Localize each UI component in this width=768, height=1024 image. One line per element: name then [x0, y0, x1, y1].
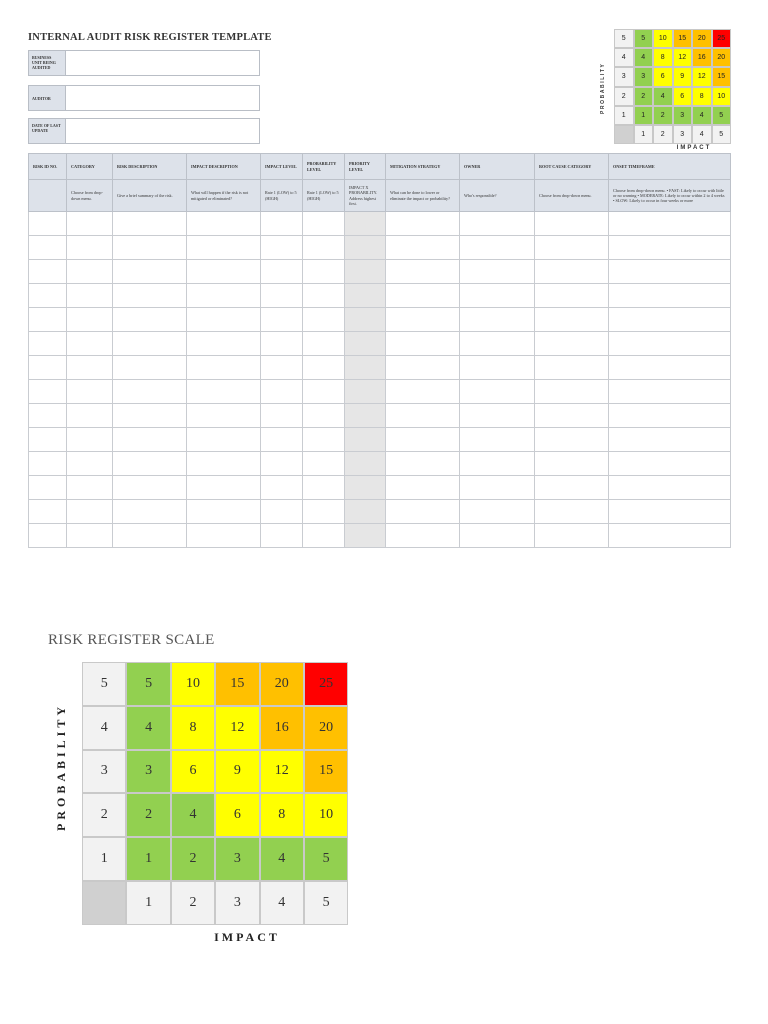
info-row-business-unit [28, 50, 260, 76]
score-cell: 8 [260, 793, 304, 837]
table-cell[interactable] [460, 236, 535, 260]
table-cell[interactable] [67, 428, 113, 452]
table-cell[interactable] [67, 500, 113, 524]
table-body [29, 180, 731, 548]
table-cell[interactable] [67, 308, 113, 332]
table-cell[interactable] [29, 428, 67, 452]
column-header: ROOT CAUSE CATEGORY [535, 154, 609, 180]
mini-score-cell: 12 [692, 67, 712, 86]
score-cell: 3 [126, 750, 170, 794]
table-cell[interactable] [29, 236, 67, 260]
score-cell: 1 [126, 837, 170, 881]
table-cell[interactable] [261, 212, 303, 236]
table-cell[interactable] [67, 356, 113, 380]
table-cell[interactable] [460, 428, 535, 452]
table-cell[interactable] [261, 284, 303, 308]
guidance-cell [29, 180, 67, 212]
table-cell[interactable] [460, 380, 535, 404]
score-cell: 12 [215, 706, 259, 750]
table-cell[interactable] [113, 428, 187, 452]
table-cell[interactable] [535, 284, 609, 308]
scale-title: RISK REGISTER SCALE [48, 632, 215, 648]
mini-risk-matrix [600, 29, 731, 151]
table-cell[interactable] [386, 476, 460, 500]
table-cell[interactable] [609, 308, 731, 332]
guidance-cell: Who's responsible? [460, 180, 535, 212]
table-cell[interactable] [67, 236, 113, 260]
mini-score-cell: 20 [712, 48, 732, 67]
table-cell[interactable] [535, 452, 609, 476]
impact-value: 1 [126, 881, 170, 925]
table-cell[interactable] [303, 524, 345, 548]
table-cell[interactable] [261, 404, 303, 428]
table-cell[interactable] [460, 332, 535, 356]
table-cell[interactable] [460, 500, 535, 524]
mini-score-cell: 3 [634, 67, 654, 86]
table-cell[interactable] [609, 356, 731, 380]
page-title: INTERNAL AUDIT RISK REGISTER TEMPLATE [28, 32, 272, 43]
mini-score-cell: 3 [673, 106, 693, 125]
table-cell[interactable] [187, 500, 261, 524]
score-cell: 8 [171, 706, 215, 750]
table-cell[interactable] [386, 332, 460, 356]
mini-score-cell: 2 [634, 87, 654, 106]
table-cell[interactable] [67, 284, 113, 308]
mini-score-cell: 4 [692, 106, 712, 125]
table-row [29, 356, 731, 380]
table-cell[interactable] [609, 500, 731, 524]
impact-value: 3 [215, 881, 259, 925]
impact-value: 4 [260, 881, 304, 925]
table-cell[interactable] [29, 404, 67, 428]
probability-value: 1 [82, 837, 126, 881]
table-cell[interactable] [303, 284, 345, 308]
info-row-last-update [28, 118, 260, 144]
table-cell[interactable] [609, 236, 731, 260]
table-cell[interactable] [187, 260, 261, 284]
mini-score-cell: 8 [692, 87, 712, 106]
probability-value: 4 [82, 706, 126, 750]
mini-score-cell: 6 [653, 67, 673, 86]
score-cell: 10 [171, 662, 215, 706]
mini-score-cell: 10 [712, 87, 732, 106]
table-cell[interactable] [187, 212, 261, 236]
table-cell[interactable] [345, 308, 386, 332]
table-cell[interactable] [345, 284, 386, 308]
table-cell[interactable] [261, 236, 303, 260]
table-row [29, 284, 731, 308]
table-cell[interactable] [113, 236, 187, 260]
mini-probability-value: 2 [614, 87, 634, 106]
scale-matrix-grid [82, 662, 348, 925]
mini-impact-value: 5 [712, 125, 732, 144]
table-cell[interactable] [67, 212, 113, 236]
table-cell[interactable] [386, 236, 460, 260]
table-cell[interactable] [345, 428, 386, 452]
table-cell[interactable] [29, 476, 67, 500]
table-row [29, 308, 731, 332]
table-cell[interactable] [261, 452, 303, 476]
table-cell[interactable] [345, 524, 386, 548]
table-cell[interactable] [303, 476, 345, 500]
mini-score-cell: 9 [673, 67, 693, 86]
table-cell[interactable] [303, 404, 345, 428]
table-cell[interactable] [187, 524, 261, 548]
table-row [29, 404, 731, 428]
table-cell[interactable] [609, 404, 731, 428]
table-cell[interactable] [29, 524, 67, 548]
table-cell[interactable] [113, 476, 187, 500]
table-cell[interactable] [535, 404, 609, 428]
table-row [29, 500, 731, 524]
table-cell[interactable] [261, 308, 303, 332]
table-cell[interactable] [187, 356, 261, 380]
mini-score-cell: 1 [634, 106, 654, 125]
score-cell: 20 [260, 662, 304, 706]
table-cell[interactable] [345, 236, 386, 260]
table-cell[interactable] [261, 500, 303, 524]
table-cell[interactable] [113, 380, 187, 404]
mini-probability-value: 1 [614, 106, 634, 125]
guidance-cell: Rate 1 (LOW) to 5 (HIGH) [261, 180, 303, 212]
mini-score-cell: 4 [653, 87, 673, 106]
table-cell[interactable] [535, 308, 609, 332]
table-cell[interactable] [386, 356, 460, 380]
score-cell: 15 [215, 662, 259, 706]
info-label-business-unit: BUSINESS UNIT BEING AUDITED [28, 50, 66, 76]
table-cell[interactable] [460, 524, 535, 548]
table-cell[interactable] [609, 212, 731, 236]
table-cell[interactable] [386, 428, 460, 452]
mini-probability-value: 3 [614, 67, 634, 86]
table-cell[interactable] [187, 404, 261, 428]
table-row [29, 260, 731, 284]
table-cell[interactable] [303, 500, 345, 524]
table-row [29, 428, 731, 452]
mini-impact-value: 3 [673, 125, 693, 144]
table-row [29, 476, 731, 500]
info-label-last-update: DATE OF LAST UPDATE [28, 118, 66, 144]
table-row [29, 236, 731, 260]
mini-score-cell: 15 [712, 67, 732, 86]
guidance-row [29, 180, 731, 212]
table-header-row [29, 154, 731, 180]
column-header: ONSET TIMEFRAME [609, 154, 731, 180]
table-cell[interactable] [535, 500, 609, 524]
column-header: PRIORITY LEVEL [345, 154, 386, 180]
table-cell[interactable] [386, 308, 460, 332]
table-cell[interactable] [187, 476, 261, 500]
score-cell: 6 [215, 793, 259, 837]
table-cell[interactable] [535, 332, 609, 356]
mini-score-cell: 2 [653, 106, 673, 125]
table-cell[interactable] [187, 452, 261, 476]
table-cell[interactable] [29, 284, 67, 308]
table-cell[interactable] [386, 404, 460, 428]
score-cell: 4 [171, 793, 215, 837]
table-cell[interactable] [345, 212, 386, 236]
table-cell[interactable] [345, 476, 386, 500]
table-cell[interactable] [187, 236, 261, 260]
last-update-field[interactable] [66, 118, 260, 144]
score-cell: 10 [304, 793, 348, 837]
score-cell: 12 [260, 750, 304, 794]
guidance-cell: What will happen if the risk is not mitigated or eliminated? [187, 180, 261, 212]
table-cell[interactable] [303, 236, 345, 260]
guidance-cell: Rate 1 (LOW) to 5 (HIGH) [303, 180, 345, 212]
table-row [29, 524, 731, 548]
guidance-cell: What can be done to lower or eliminate the impact or probability? [386, 180, 460, 212]
mini-corner-cell [614, 125, 634, 144]
table-cell[interactable] [535, 212, 609, 236]
table-cell[interactable] [113, 500, 187, 524]
table-cell[interactable] [303, 260, 345, 284]
mini-score-cell: 12 [673, 48, 693, 67]
table-cell[interactable] [345, 452, 386, 476]
table-cell[interactable] [535, 428, 609, 452]
table-cell[interactable] [386, 380, 460, 404]
guidance-cell: Choose from drop-down menu. [67, 180, 113, 212]
table-cell[interactable] [386, 452, 460, 476]
mini-score-cell: 4 [634, 48, 654, 67]
table-cell[interactable] [29, 356, 67, 380]
mini-probability-value: 5 [614, 29, 634, 48]
table-cell[interactable] [386, 524, 460, 548]
column-header: OWNER [460, 154, 535, 180]
table-cell[interactable] [345, 356, 386, 380]
score-cell: 20 [304, 706, 348, 750]
table-cell[interactable] [609, 380, 731, 404]
probability-value: 2 [82, 793, 126, 837]
probability-value: 5 [82, 662, 126, 706]
table-cell[interactable] [535, 356, 609, 380]
table-cell[interactable] [535, 476, 609, 500]
score-cell: 2 [171, 837, 215, 881]
mini-score-cell: 5 [634, 29, 654, 48]
table-cell[interactable] [345, 332, 386, 356]
table-cell[interactable] [303, 212, 345, 236]
table-cell[interactable] [67, 380, 113, 404]
table-cell[interactable] [261, 380, 303, 404]
table-cell[interactable] [113, 212, 187, 236]
table-cell[interactable] [303, 428, 345, 452]
score-cell: 25 [304, 662, 348, 706]
table-cell[interactable] [609, 284, 731, 308]
table-cell[interactable] [609, 452, 731, 476]
table-cell[interactable] [460, 284, 535, 308]
mini-score-cell: 15 [673, 29, 693, 48]
table-cell[interactable] [386, 260, 460, 284]
impact-value: 2 [171, 881, 215, 925]
column-header: IMPACT DESCRIPTION [187, 154, 261, 180]
info-row-auditor [28, 85, 260, 111]
table-cell[interactable] [67, 260, 113, 284]
table-cell[interactable] [261, 524, 303, 548]
guidance-cell: Choose from drop-down menu. • FAST: Likely to occur with little or no warning • MODERATE: Likely to occur within 2 to 4 weeks • SLOW: Likely to occur in four weeks or more [609, 180, 731, 212]
mini-impact-value: 2 [653, 125, 673, 144]
table-cell[interactable] [67, 476, 113, 500]
table-cell[interactable] [29, 332, 67, 356]
score-cell: 9 [215, 750, 259, 794]
impact-axis-label: IMPACT [214, 930, 280, 944]
table-cell[interactable] [187, 332, 261, 356]
table-cell[interactable] [113, 260, 187, 284]
impact-value: 5 [304, 881, 348, 925]
probability-value: 3 [82, 750, 126, 794]
table-cell[interactable] [303, 356, 345, 380]
table-cell[interactable] [113, 308, 187, 332]
table-cell[interactable] [29, 452, 67, 476]
guidance-cell: Give a brief summary of the risk. [113, 180, 187, 212]
table-cell[interactable] [113, 404, 187, 428]
table-cell[interactable] [303, 452, 345, 476]
table-cell[interactable] [609, 332, 731, 356]
score-cell: 5 [304, 837, 348, 881]
table-cell[interactable] [386, 212, 460, 236]
info-label-auditor: AUDITOR [28, 85, 66, 111]
probability-axis-label: PROBABILITY [54, 702, 68, 832]
table-cell[interactable] [29, 308, 67, 332]
mini-score-cell: 6 [673, 87, 693, 106]
table-cell[interactable] [345, 380, 386, 404]
column-header: IMPACT LEVEL [261, 154, 303, 180]
table-cell[interactable] [187, 428, 261, 452]
table-cell[interactable] [386, 284, 460, 308]
mini-matrix-grid [614, 29, 731, 144]
score-cell: 5 [126, 662, 170, 706]
table-cell[interactable] [535, 260, 609, 284]
mini-score-cell: 10 [653, 29, 673, 48]
score-cell: 3 [215, 837, 259, 881]
table-cell[interactable] [113, 524, 187, 548]
column-header: RISK ID NO. [29, 154, 67, 180]
mini-score-cell: 8 [653, 48, 673, 67]
guidance-cell: Choose from drop-down menu. [535, 180, 609, 212]
table-cell[interactable] [29, 212, 67, 236]
table-cell[interactable] [113, 452, 187, 476]
column-header: RISK DESCRIPTION [113, 154, 187, 180]
table-cell[interactable] [460, 356, 535, 380]
table-cell[interactable] [460, 476, 535, 500]
table-cell[interactable] [67, 452, 113, 476]
column-header: MITIGATION STRATEGY [386, 154, 460, 180]
table-cell[interactable] [535, 524, 609, 548]
table-cell[interactable] [535, 236, 609, 260]
score-cell: 4 [126, 706, 170, 750]
table-cell[interactable] [67, 332, 113, 356]
table-cell[interactable] [113, 284, 187, 308]
table-cell[interactable] [460, 212, 535, 236]
mini-probability-label: PROBABILITY [600, 62, 606, 114]
score-cell: 16 [260, 706, 304, 750]
table-cell[interactable] [67, 404, 113, 428]
table-cell[interactable] [345, 260, 386, 284]
table-cell[interactable] [261, 356, 303, 380]
table-cell[interactable] [460, 308, 535, 332]
table-cell[interactable] [303, 332, 345, 356]
column-header: CATEGORY [67, 154, 113, 180]
table-cell[interactable] [113, 356, 187, 380]
business-unit-field[interactable] [66, 50, 260, 76]
column-header: PROBABILITY LEVEL [303, 154, 345, 180]
table-cell[interactable] [113, 332, 187, 356]
table-cell[interactable] [187, 308, 261, 332]
table-cell[interactable] [187, 284, 261, 308]
score-cell: 2 [126, 793, 170, 837]
table-cell[interactable] [29, 260, 67, 284]
table-cell[interactable] [67, 524, 113, 548]
table-cell[interactable] [609, 476, 731, 500]
table-cell[interactable] [261, 260, 303, 284]
table-row [29, 380, 731, 404]
auditor-field[interactable] [66, 85, 260, 111]
table-cell[interactable] [609, 260, 731, 284]
mini-probability-value: 4 [614, 48, 634, 67]
risk-register-scale-matrix [54, 662, 348, 944]
table-cell[interactable] [460, 452, 535, 476]
table-cell[interactable] [29, 500, 67, 524]
table-row [29, 332, 731, 356]
table-cell[interactable] [261, 332, 303, 356]
table-row [29, 452, 731, 476]
mini-impact-label: IMPACT [676, 145, 712, 151]
mini-impact-value: 1 [634, 125, 654, 144]
table-cell[interactable] [535, 380, 609, 404]
table-cell[interactable] [609, 524, 731, 548]
corner-cell [82, 881, 126, 925]
table-cell[interactable] [460, 404, 535, 428]
table-cell[interactable] [609, 428, 731, 452]
table-row [29, 212, 731, 236]
table-cell[interactable] [345, 500, 386, 524]
mini-score-cell: 25 [712, 29, 732, 48]
mini-score-cell: 20 [692, 29, 712, 48]
score-cell: 15 [304, 750, 348, 794]
mini-score-cell: 5 [712, 106, 732, 125]
table-cell[interactable] [29, 380, 67, 404]
table-cell[interactable] [460, 260, 535, 284]
mini-score-cell: 16 [692, 48, 712, 67]
table-cell[interactable] [303, 308, 345, 332]
risk-register-table [28, 153, 731, 548]
table-cell[interactable] [187, 380, 261, 404]
table-cell[interactable] [261, 428, 303, 452]
score-cell: 4 [260, 837, 304, 881]
table-cell[interactable] [303, 380, 345, 404]
table-cell[interactable] [261, 476, 303, 500]
table-cell[interactable] [345, 404, 386, 428]
mini-impact-value: 4 [692, 125, 712, 144]
score-cell: 6 [171, 750, 215, 794]
guidance-cell: IMPACT X PROBABILITY. Address highest first. [345, 180, 386, 212]
table-cell[interactable] [386, 500, 460, 524]
